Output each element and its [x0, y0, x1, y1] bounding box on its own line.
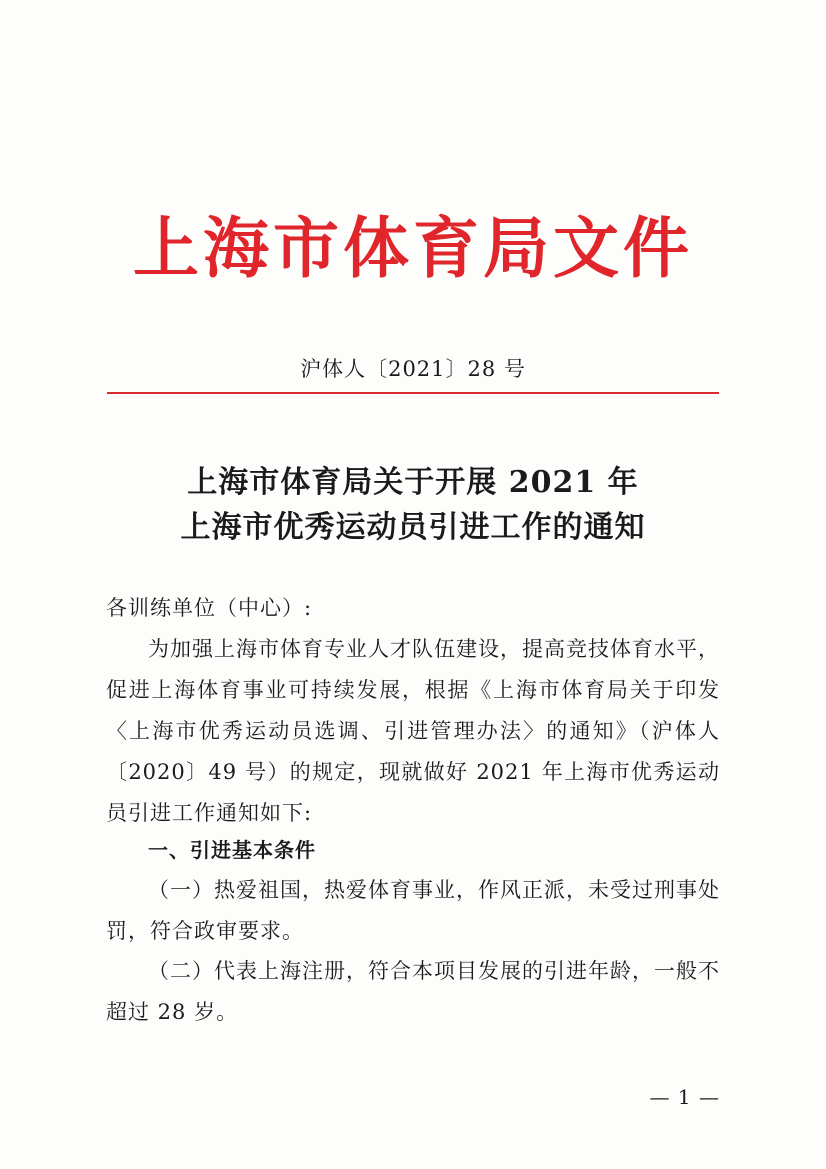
notice-title-line-2: 上海市优秀运动员引进工作的通知 — [180, 510, 646, 545]
page-number: — 1 — — [649, 1085, 720, 1109]
notice-title-line-1: 上海市体育局关于开展 2021 年 — [187, 465, 639, 500]
condition-item-1: （一）热爱祖国，热爱体育事业，作风正派，未受过刑事处罚，符合政审要求。 — [106, 878, 720, 943]
condition-item-2: （二）代表上海注册，符合本项目发展的引进年龄，一般不超过 28 岁。 — [106, 959, 720, 1024]
section-heading-basic-conditions: 一、引进基本条件 — [148, 838, 316, 862]
salutation: 各训练单位（中心）: — [106, 596, 313, 620]
intro-paragraph: 为加强上海市体育专业人才队伍建设，提高竞技体育水平，促进上海体育事业可持续发展，根据《上海市体育局关于印发〈上海市优秀运动员选调、引进管理办法〉的通知》（沪体人〔2020〕49 号）的规定，现就做好 2021 年上海市优秀运动员引进工作通知如下: — [106, 637, 720, 825]
red-divider-line — [107, 392, 719, 394]
masthead-title: 上海市体育局文件 — [133, 209, 693, 287]
document-number: 沪体人〔2021〕28 号 — [300, 357, 526, 381]
